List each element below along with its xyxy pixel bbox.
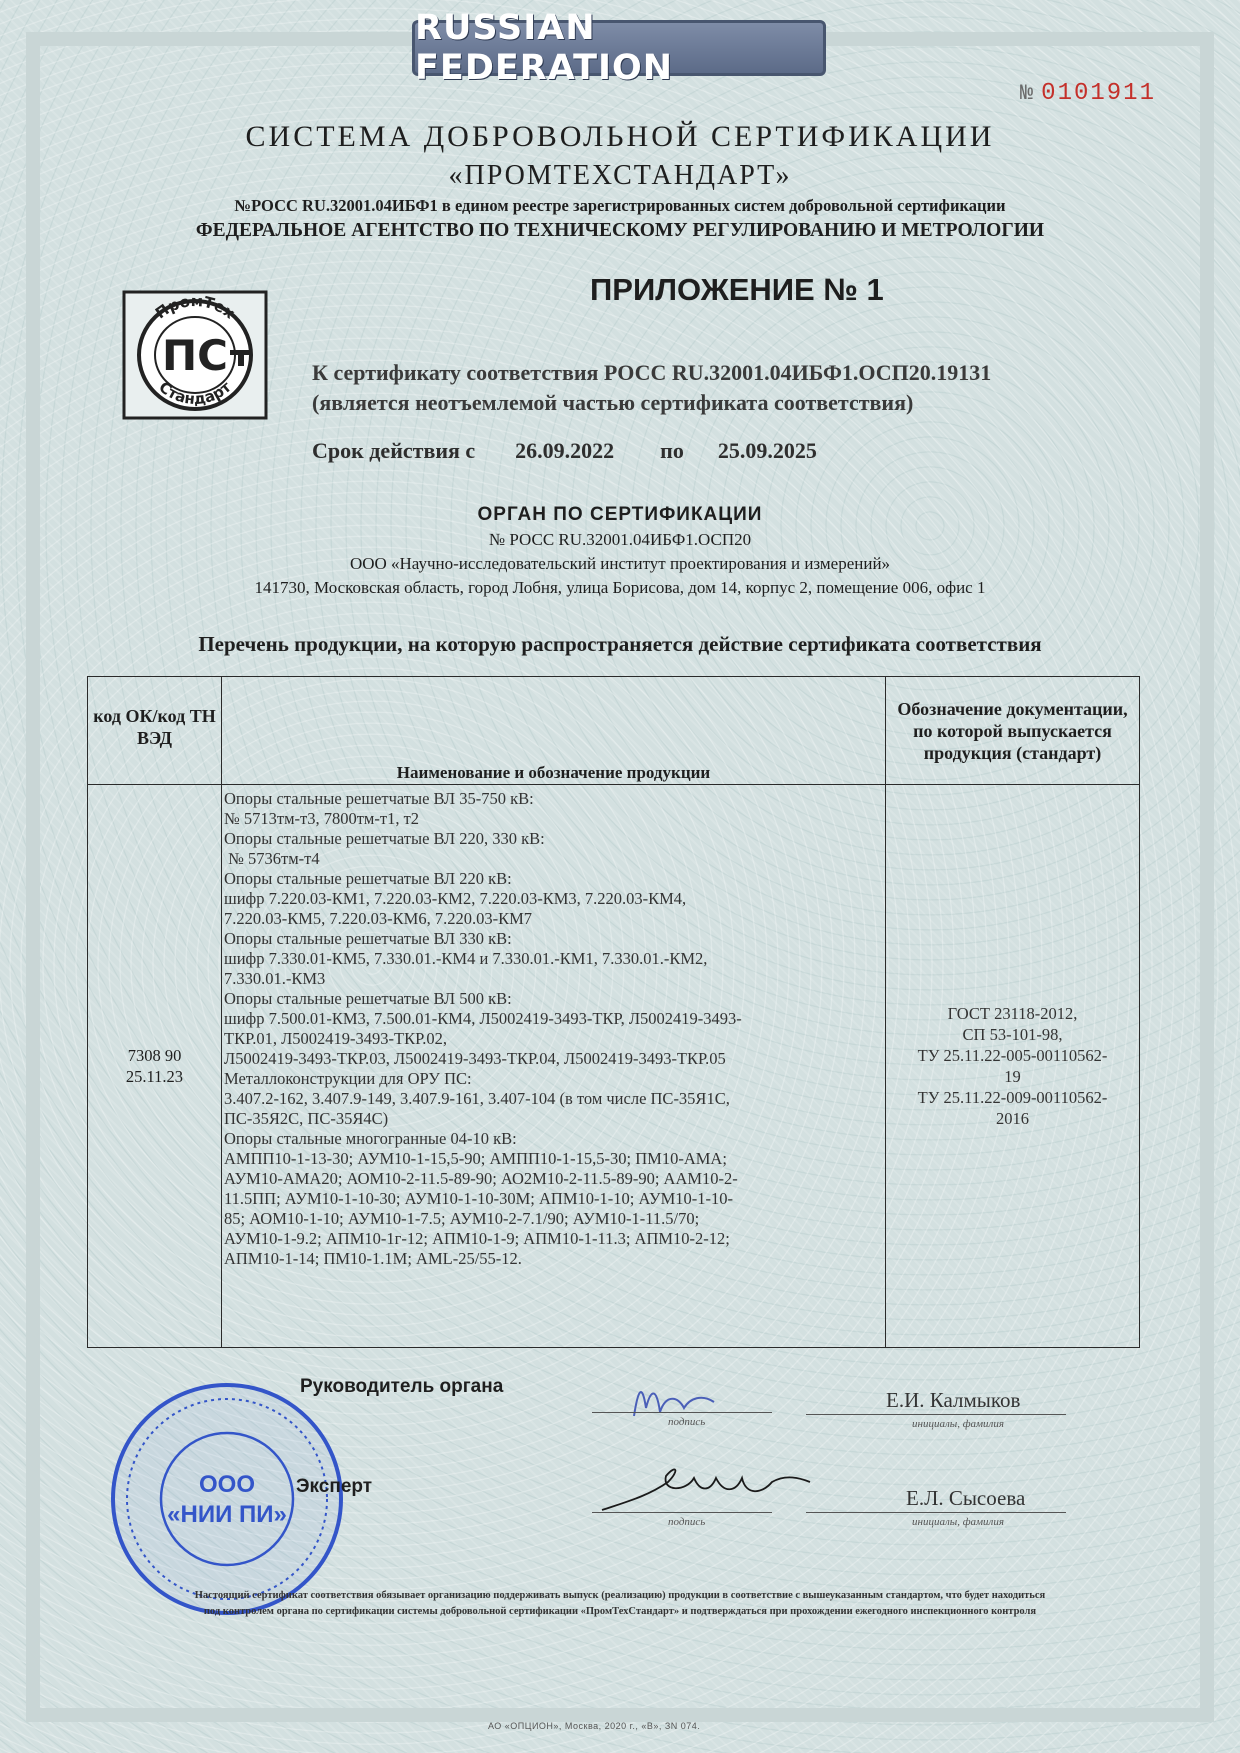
certificate-number	[1020, 80, 1156, 107]
logo-letters: ПС	[162, 331, 228, 380]
documentation-cell	[886, 785, 1140, 1348]
documentation-line: ГОСТ 23118-2012,	[947, 1004, 1078, 1023]
product-line: шифр 7.330.01-КМ5, 7.330.01.-КМ4 и 7.330.01.-КМ1, 7.330.01.-КМ2,	[224, 949, 708, 968]
organization-stamp	[108, 1380, 346, 1618]
head-signature-caption: подпись	[668, 1416, 706, 1428]
promtech-standard-logo	[122, 290, 268, 420]
product-line: Опоры стальные многогранные 04-10 кВ:	[224, 1129, 517, 1148]
valid-to-date: 25.09.2025	[717, 438, 817, 463]
code-cell	[88, 785, 222, 1348]
product-line: № 5736тм-т4	[224, 849, 320, 868]
table-row	[88, 785, 1140, 1348]
code-line: 25.11.23	[125, 1067, 184, 1086]
certification-body-address: 141730, Московская область, город Лобня, улица Борисова, дом 14, корпус 2, помещение 006, офис 1	[254, 578, 986, 597]
product-line: 7.220.03-КМ5, 7.220.03-КМ6, 7.220.03-КМ7	[224, 909, 533, 928]
certificate-number-prefix: №	[1019, 81, 1034, 106]
product-line: Опоры стальные решетчатые ВЛ 220 кВ:	[224, 869, 512, 888]
appendix-title: ПРИЛОЖЕНИЕ № 1	[590, 272, 884, 307]
logo-bottom-text: Стандарт	[155, 377, 235, 409]
banner-text: RUSSIAN FEDERATION	[415, 8, 674, 88]
head-name: Е.И. Калмыков	[886, 1388, 1021, 1412]
product-line: АМПП10-1-13-30; АУМ10-1-15,5-90; АМПП10-1-15,5-30; ПМ10-АМА;	[224, 1149, 727, 1168]
expert-signature-caption: подпись	[668, 1516, 706, 1528]
certificate-reference: К сертификату соответствия РОСС RU.32001.04ИБФ1.ОСП20.19131	[312, 360, 992, 385]
table-header-row	[88, 677, 1140, 785]
certification-body-heading: ОРГАН ПО СЕРТИФИКАЦИИ	[477, 504, 763, 525]
registry-line: №РОСС RU.32001.04ИБФ1 в едином реестре зарегистрированных систем добровольной сертификации	[234, 196, 1006, 215]
documentation-line: 19	[1004, 1067, 1021, 1086]
footer-note	[100, 1588, 1140, 1620]
agency-line: ФЕДЕРАЛЬНОЕ АГЕНТСТВО ПО ТЕХНИЧЕСКОМУ РЕГУЛИРОВАНИЮ И МЕТРОЛОГИИ	[195, 220, 1045, 241]
head-name-line	[806, 1414, 1066, 1415]
documentation-line: СП 53-101-98,	[962, 1025, 1063, 1044]
product-line: 7.330.01.-КМ3	[224, 969, 326, 988]
product-line: 3.407.2-162, 3.407.9-149, 3.407.9-161, 3.407-104 (в том числе ПС-35Я1С,	[224, 1089, 730, 1108]
certificate-reference-note: (является неотъемлемой частью сертификата соответствия)	[312, 390, 914, 415]
head-signature-label: Руководитель органа	[300, 1376, 504, 1397]
product-line: Л5002419-3493-ТКР.03, Л5002419-3493-ТКР.04, Л5002419-3493-ТКР.05	[224, 1049, 726, 1068]
logo-top-text: ПромТех	[152, 291, 239, 323]
footer-note-line: под контролем органа по сертификации системы добровольной сертификации «ПромТехСтандарт» и подтверждаться при прохождении ежегодного инспекционного контроля	[203, 1606, 1037, 1617]
header-code: код ОК/код ТН ВЭД	[88, 677, 222, 785]
expert-signature	[596, 1452, 816, 1524]
expert-signature-line	[592, 1512, 772, 1513]
certification-body-name: ООО «Научно-исследовательский институт проектирования и измерений»	[349, 554, 891, 573]
product-line: АПМ10-1-14; ПМ10-1.1М; AML-25/55-12.	[224, 1249, 522, 1268]
product-line: АУМ10-АМА20; АОМ10-2-11.5-89-90; АО2М10-2-11.5-89-90; ААМ10-2-	[224, 1169, 738, 1188]
product-line: АУМ10-1-9.2; АПМ10-1г-12; АПМ10-1-9; АПМ10-1-11.3; АПМ10-2-12;	[224, 1229, 730, 1248]
product-names-cell	[222, 785, 886, 1348]
head-signature-line	[592, 1412, 772, 1413]
expert-name: Е.Л. Сысоева	[906, 1486, 1026, 1510]
expert-name-caption: инициалы, фамилия	[912, 1516, 1004, 1528]
system-subtitle: «ПРОМТЕХСТАНДАРТ»	[448, 160, 792, 191]
stamp-line-2: «НИИ ПИ»	[167, 1501, 287, 1528]
documentation-line: 2016	[996, 1109, 1029, 1128]
product-line: шифр 7.500.01-КМ3, 7.500.01-КМ4, Л5002419-3493-ТКР, Л5002419-3493-	[224, 1009, 742, 1028]
product-line: № 5713тм-т3, 7800тм-т1, т2	[224, 809, 420, 828]
documentation-line: ТУ 25.11.22-005-00110562-	[917, 1046, 1108, 1065]
validity-period	[312, 438, 817, 464]
printer-note: АО «ОПЦИОН», Москва, 2020 г., «В», ЗN 074.	[488, 1721, 701, 1731]
code-line: 7308 90	[127, 1046, 182, 1065]
validity-to-word: по	[660, 438, 684, 463]
product-line: Металлоконструкции для ОРУ ПС:	[224, 1069, 472, 1088]
product-line: Опоры стальные решетчатые ВЛ 330 кВ:	[224, 929, 512, 948]
product-line: ТКР.01, Л5002419-3493-ТКР.02,	[224, 1029, 447, 1048]
documentation-line: ТУ 25.11.22-009-00110562-	[917, 1088, 1108, 1107]
head-name-caption: инициалы, фамилия	[912, 1418, 1004, 1430]
certification-body-registration: № РОСС RU.32001.04ИБФ1.ОСП20	[488, 530, 752, 549]
expert-signature-label: Эксперт	[296, 1476, 373, 1497]
system-title: СИСТЕМА ДОБРОВОЛЬНОЙ СЕРТИФИКАЦИИ	[245, 120, 995, 153]
header-documentation: Обозначение документации, по которой выпускается продукция (стандарт)	[886, 677, 1140, 785]
stamp-line-1: ООО	[198, 1471, 256, 1498]
product-line: Опоры стальные решетчатые ВЛ 220, 330 кВ:	[224, 829, 545, 848]
valid-from-date: 26.09.2022	[515, 438, 615, 463]
header-name: Наименование и обозначение продукции	[222, 677, 886, 785]
product-line: Опоры стальные решетчатые ВЛ 35-750 кВ:	[224, 789, 534, 808]
product-line: ПС-35Я2С, ПС-35Я4С)	[224, 1109, 389, 1128]
product-line: шифр 7.220.03-КМ1, 7.220.03-КМ2, 7.220.03-КМ3, 7.220.03-КМ4,	[224, 889, 687, 908]
certificate-number-value: 0101911	[1041, 80, 1156, 107]
products-table	[87, 676, 1140, 1348]
country-banner	[412, 8, 826, 88]
validity-label: Срок действия с	[312, 438, 476, 463]
expert-name-line	[806, 1512, 1066, 1513]
product-list-title: Перечень продукции, на которую распространяется действие сертификата соответствия	[198, 632, 1042, 656]
product-line: Опоры стальные решетчатые ВЛ 500 кВ:	[224, 989, 512, 1008]
product-line: 11.5ПП; АУМ10-1-10-30; АУМ10-1-10-30М; АПМ10-1-10; АУМ10-1-10-	[224, 1189, 734, 1208]
product-line: 85; АОМ10-1-10; АУМ10-1-7.5; АУМ10-2-7.1/90; АУМ10-1-11.5/70;	[224, 1209, 700, 1228]
footer-note-line: Настоящий сертификат соответствия обязывает организацию поддерживать выпуск (реализацию) продукции в соответствие с вышеуказанным стандартом, что будет находиться	[194, 1590, 1046, 1601]
